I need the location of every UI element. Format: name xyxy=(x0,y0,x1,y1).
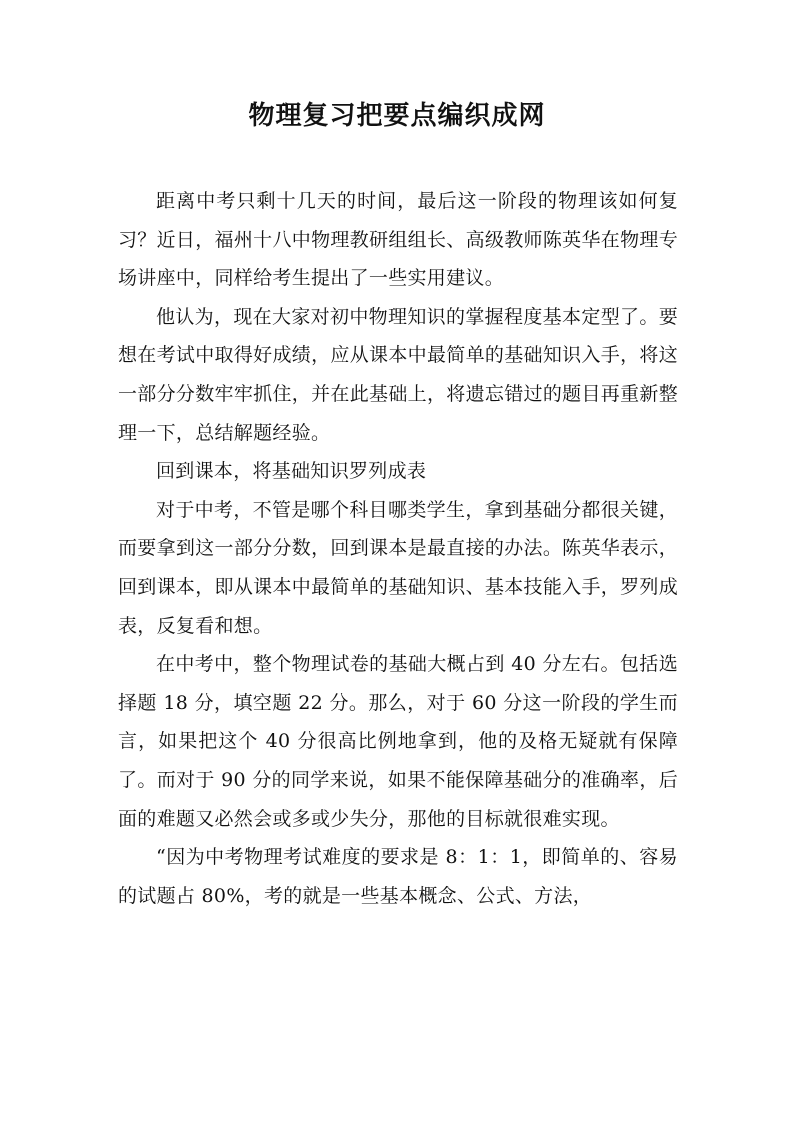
paragraph-quote: “因为中考物理考试难度的要求是 8：1：1，即简单的、容易的试题占 80%，考的就是一些基本概念、公式、方法， xyxy=(118,846,678,907)
paragraph-textbook: 对于中考，不管是哪个科目哪类学生，拿到基础分都很关键，而要拿到这一部分分数，回到课本是最直接的办法。陈英华表示，回到课本，即从课本中最简单的基础知识、基本技能入手，罗列成表，反复看和想。 xyxy=(118,498,678,637)
paragraph-opinion: 他认为，现在大家对初中物理知识的掌握程度基本定型了。要想在考试中取得好成绩，应从课本中最简单的基础知识入手，将这一部分分数牢牢抓住，并在此基础上，将遗忘错过的题目再重新整理一下，总结解题经验。 xyxy=(118,305,678,444)
paragraph-scores: 在中考中，整个物理试卷的基础大概占到 40 分左右。包括选择题 18 分，填空题 22 分。那么，对于 60 分这一阶段的学生而言，如果把这个 40 分很高比例地拿到，他的及格无疑就有保障了。而对于 90 分的同学来说，如果不能保障基础分的准确率，后面的难题又必然会或多或少失分，那他的目标就很难实现。 xyxy=(118,653,678,830)
section-heading: 回到课本，将基础知识罗列成表 xyxy=(156,460,427,483)
document-body xyxy=(118,182,678,915)
document-title: 物理复习把要点编织成网 xyxy=(248,101,546,131)
paragraph-intro: 距离中考只剩十几天的时间，最后这一阶段的物理该如何复习？近日，福州十八中物理教研组组长、高级教师陈英华在物理专场讲座中，同样给考生提出了一些实用建议。 xyxy=(118,190,678,290)
